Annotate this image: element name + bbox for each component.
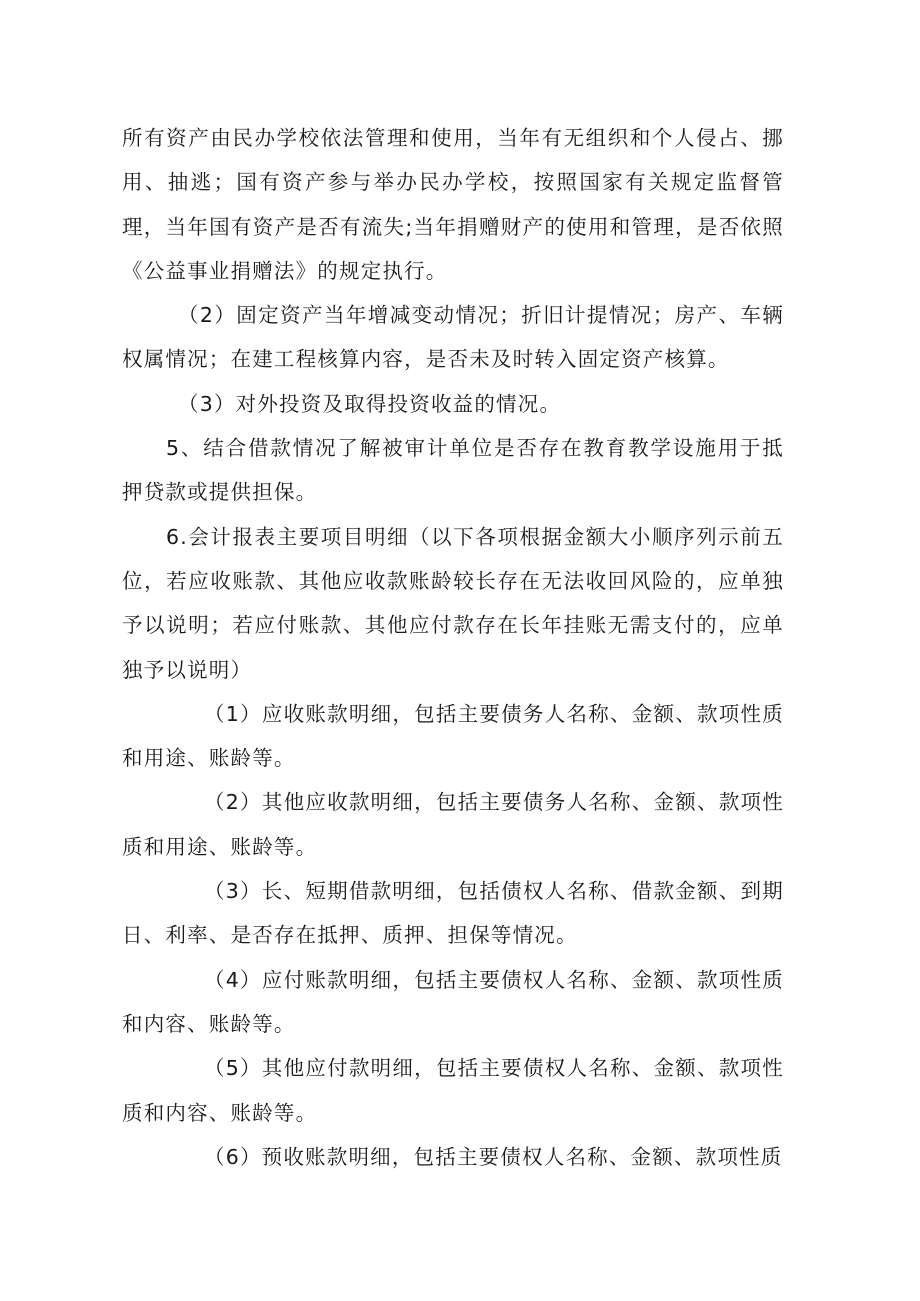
paragraph-accounts-receivable: （1）应收账款明细，包括主要债务人名称、金额、款项性质和用途、账龄等。 [122,701,784,771]
paragraph-accounts-payable: （4）应付账款明细，包括主要债权人名称、金额、款项性质和内容、账龄等。 [122,967,784,1036]
paragraph-borrowings: （3）长、短期借款明细，包括债权人名称、借款金额、到期日、利率、是否存在抵押、质押、担保等情况。 [122,879,784,948]
paragraph-other-payables: （5）其他应付款明细，包括主要债权人名称、金额、款项性质和内容、账龄等。 [122,1056,784,1125]
paragraph-external-investment: （3）对外投资及取得投资收益的情况。 [178,391,562,416]
paragraph-advance-receipts: （6）预收账款明细，包括主要债权人名称、金额、款项性质 [204,1144,783,1169]
paragraph-report-details: 6.会计报表主要项目明细（以下各项根据金额大小顺序列示前五位，若应收账款、其他应收款账龄较长存在无法收回风险的，应单独予以说明；若应付账款、其他应付款存在长年挂账无需支付的，应单独予以说明） [122,524,784,682]
paragraph-fixed-assets: （2）固定资产当年增减变动情况；折旧计提情况；房产、车辆权属情况；在建工程核算内容，是否未及时转入固定资产核算。 [122,303,784,372]
document-body [122,116,784,1179]
paragraph-other-receivables: （2）其他应收款明细，包括主要债务人名称、金额、款项性质和用途、账龄等。 [122,790,784,859]
paragraph-loan-collateral: 5、结合借款情况了解被审计单位是否存在教育教学设施用于抵押贷款或提供担保。 [122,436,784,505]
paragraph-assets-management: 所有资产由民办学校依法管理和使用，当年有无组织和个人侵占、挪用、抽逃；国有资产参与举办民办学校，按照国家有关规定监督管理，当年国有资产是否有流失;当年捐赠财产的使用和管理，是否依照《公益事业捐赠法》的规定执行。 [122,126,784,283]
